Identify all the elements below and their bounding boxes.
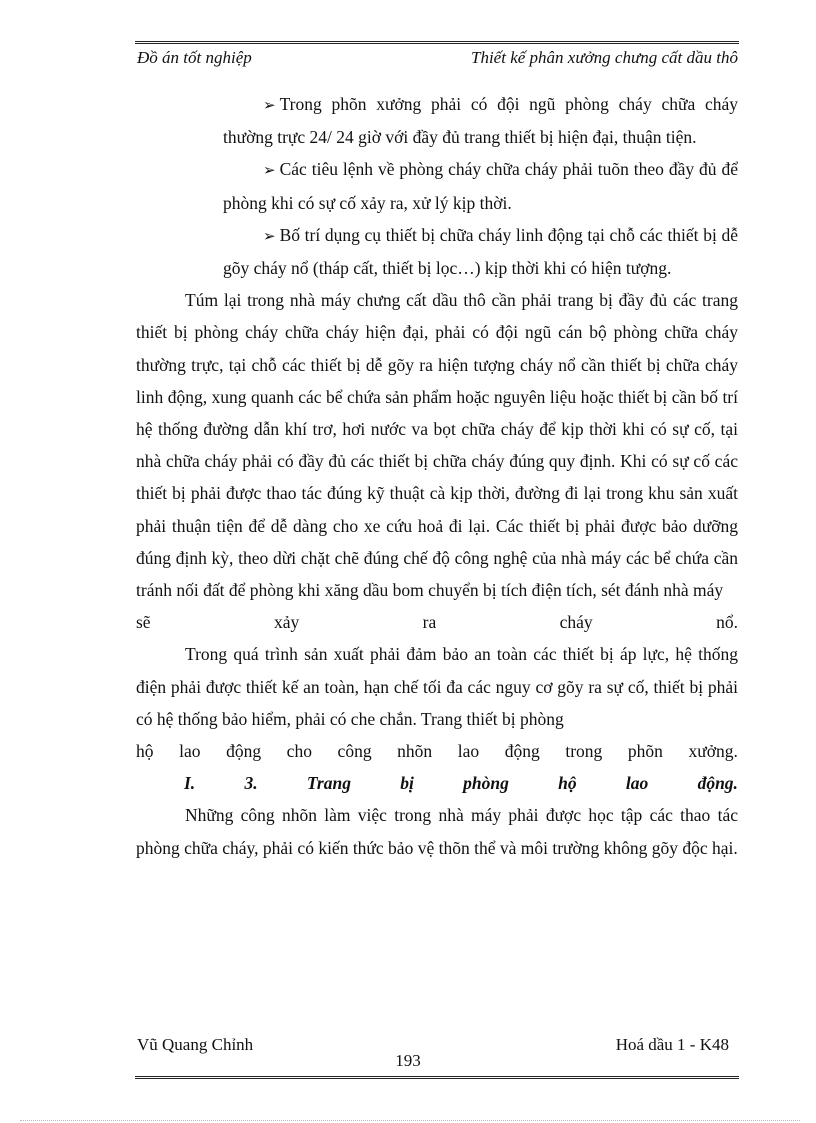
word: cho bbox=[286, 741, 312, 762]
heading-word: Trang bbox=[306, 773, 351, 794]
heading-word: lao bbox=[625, 773, 649, 794]
page-edge-divider bbox=[20, 1120, 800, 1121]
bullet-item: ➢ Các tiêu lệnh về phòng cháy chữa cháy phải tuõn theo đầy đủ để phòng khi có sự cố xảy ra, xử lý kịp thời. bbox=[223, 159, 738, 213]
heading-word: I. bbox=[184, 773, 196, 794]
document-body bbox=[136, 88, 738, 864]
footer-author: Vũ Quang Chỉnh bbox=[137, 1035, 254, 1054]
page-number: 193 bbox=[395, 1051, 421, 1070]
paragraph-last-line bbox=[136, 735, 738, 767]
footer-class: Hoá dầu 1 - K48 bbox=[615, 1035, 729, 1054]
section-heading bbox=[136, 767, 738, 799]
paragraph-last-line bbox=[136, 606, 738, 638]
paragraph: Túm lại trong nhà máy chưng cất dầu thô cần phải trang bị đầy đủ các trang thiết bị phòng cháy chữa cháy hiện đại, phải có đội ngũ cán bộ phòng chữa cháy thường trực, tại chỗ các thiết bị dễ gõy ra hiện tượng cháy nổ cần thiết bị chữa cháy linh động, xung quanh các bể chứa sản phẩm hoặc nguyên liệu hoặc thiết bị cần bố trí hệ thống đường dẫn khí trơ, hơi nước va bọt chữa cháy để kịp thời khi có sự cố, tại nhà chữa cháy phải có đầy đủ các thiết bị chữa cháy đúng quy định. Khi có sự cố các thiết bị phải được thao tác đúng kỹ thuật cà kịp thời, đường đi lại trong khu sản xuất phải thuận tiện để dễ dàng cho xe cứu hoả đi lại. Các thiết bị phải được bảo dưỡng đúng định kỳ, theo dừi chặt chẽ đúng chế độ công nghệ của nhà máy các bể chứa cần tránh nối đất để phòng khi xăng dầu bom chuyển bị tích điện tích, sét đánh nhà máy bbox=[136, 290, 738, 601]
word: lao bbox=[457, 741, 480, 762]
arrow-bullet-icon: ➢ bbox=[263, 161, 276, 180]
word: xảy bbox=[273, 612, 300, 633]
word: trong bbox=[565, 741, 603, 762]
word: động bbox=[226, 741, 262, 762]
word: cháy bbox=[559, 612, 593, 633]
word: sẽ bbox=[136, 612, 151, 633]
heading-word: bị bbox=[400, 773, 414, 794]
heading-word: phòng bbox=[463, 773, 509, 794]
word: xưởng. bbox=[688, 741, 738, 762]
arrow-bullet-icon: ➢ bbox=[263, 226, 276, 245]
footer-rule bbox=[135, 1076, 739, 1079]
word: ra bbox=[422, 612, 437, 633]
heading-word: 3. bbox=[244, 773, 258, 794]
word: động bbox=[504, 741, 540, 762]
arrow-bullet-icon: ➢ bbox=[263, 96, 276, 114]
word: hộ bbox=[136, 741, 154, 762]
header-right: Thiết kế phân xưởng chưng cất dầu thô bbox=[471, 48, 738, 67]
header-rule bbox=[135, 41, 739, 44]
word: nhõn bbox=[397, 741, 433, 762]
bullet-item: ➢ Trong phõn xưởng phải có đội ngũ phòng cháy chữa cháy thường trực 24/ 24 giờ với đầy đủ trang thiết bị hiện đại, thuận tiện. bbox=[223, 94, 738, 148]
word: phõn bbox=[627, 741, 663, 762]
header-left: Đồ án tốt nghiệp bbox=[137, 48, 252, 67]
paragraph: Những công nhõn làm việc trong nhà máy phải được học tập các thao tác phòng chữa cháy, phải có kiến thức bảo vệ thõn thể và môi trường không gõy độc hại. bbox=[136, 805, 738, 858]
bullet-item: ➢ Bố trí dụng cụ thiết bị chữa cháy linh động tại chỗ các thiết bị dễ gõy cháy nổ (tháp cất, thiết bị lọc…) kịp thời khi có hiện tượng. bbox=[223, 224, 738, 279]
heading-word: động. bbox=[697, 773, 738, 794]
paragraph: Trong quá trình sản xuất phải đảm bảo an toàn các thiết bị áp lực, hệ thống điện phải được thiết kế an toàn, hạn chế tối đa các nguy cơ gõy ra sự cố, thiết bị phải có hệ thống bảo hiểm, phải có che chắn. Trang thiết bị phòng bbox=[136, 644, 738, 729]
word: nổ. bbox=[716, 612, 738, 633]
word: công bbox=[337, 741, 372, 762]
word: lao bbox=[179, 741, 201, 762]
heading-word: hộ bbox=[558, 773, 577, 794]
